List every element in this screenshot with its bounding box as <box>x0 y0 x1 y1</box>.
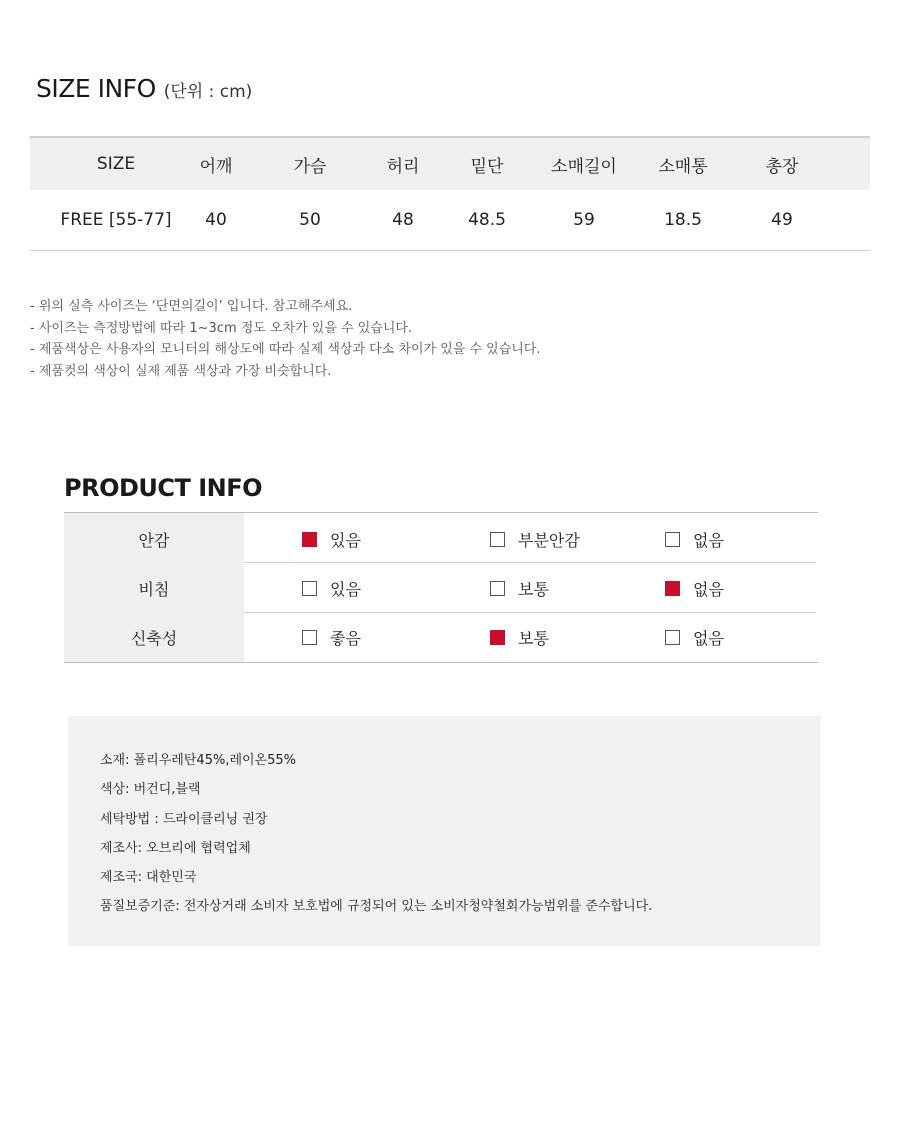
size-info-title <box>36 74 252 103</box>
option-lining-yes <box>302 528 361 551</box>
option-stretch-normal <box>490 626 549 649</box>
option-label: 없음 <box>693 580 724 599</box>
detail-manufacturer: 제조사: 오브리에 협력업체 <box>100 840 251 856</box>
size-header-sleeve-length: 소매길이 <box>551 156 617 177</box>
size-header-total-length: 총장 <box>765 156 799 177</box>
option-sheer-normal <box>490 577 549 600</box>
detail-color: 색상: 버건디,블랙 <box>100 782 201 798</box>
checkbox-icon <box>665 630 680 645</box>
size-cell-chest: 50 <box>299 210 321 230</box>
option-sheer-none <box>665 577 724 600</box>
size-table-bottom-border <box>30 250 870 251</box>
size-table <box>30 136 870 251</box>
option-label: 보통 <box>518 580 549 599</box>
size-header-waist: 허리 <box>386 156 420 177</box>
size-cell-size: FREE [55-77] <box>60 210 172 230</box>
size-header-chest: 가슴 <box>293 156 327 177</box>
row-divider <box>244 612 816 613</box>
size-cell-sleeve-width: 18.5 <box>664 210 702 230</box>
checkbox-icon <box>490 532 505 547</box>
product-info-table <box>64 512 818 663</box>
size-notes <box>30 296 541 382</box>
detail-washing: 세탁방법 : 드라이클리닝 권장 <box>100 811 268 827</box>
option-label: 있음 <box>330 531 361 550</box>
size-header-shoulder: 어깨 <box>199 156 233 177</box>
option-sheer-yes <box>302 577 361 600</box>
product-info-title: PRODUCT INFO <box>64 474 263 502</box>
detail-material: 소재: 폴리우레탄45%,레이온55% <box>100 753 297 768</box>
option-stretch-none <box>665 626 724 649</box>
option-label: 없음 <box>693 629 724 648</box>
size-table-header-row <box>30 138 870 190</box>
option-lining-none <box>665 528 724 551</box>
size-cell-hem: 48.5 <box>468 210 506 230</box>
checkbox-icon <box>490 581 505 596</box>
option-label: 없음 <box>693 531 724 550</box>
size-header-hem: 밑단 <box>470 156 504 177</box>
size-info-unit: (단위 : cm) <box>163 82 253 102</box>
checkbox-icon <box>490 630 505 645</box>
product-details-box <box>68 716 821 946</box>
size-header-sleeve-width: 소매통 <box>658 156 708 177</box>
size-cell-sleeve-length: 59 <box>573 210 595 230</box>
row-divider <box>244 562 816 563</box>
option-stretch-good <box>302 626 361 649</box>
product-table-bottom-border <box>64 662 818 663</box>
checkbox-icon <box>665 532 680 547</box>
label-lining: 안감 <box>138 531 170 550</box>
size-table-row <box>30 190 870 250</box>
option-label: 부분안감 <box>518 531 580 550</box>
size-info-heading: SIZE INFO <box>36 74 156 103</box>
size-note: - 사이즈는 측정방법에 따라 1~3cm 정도 오차가 있을 수 있습니다. <box>30 320 413 336</box>
option-lining-partial <box>490 528 580 551</box>
checkbox-icon <box>302 581 317 596</box>
checkbox-icon <box>302 532 317 547</box>
product-details-list <box>100 746 652 922</box>
option-label: 있음 <box>330 580 361 599</box>
size-header-size: SIZE <box>96 154 136 174</box>
detail-origin: 제조국: 대한민국 <box>100 870 197 886</box>
label-sheerness: 비침 <box>138 580 170 599</box>
size-cell-shoulder: 40 <box>205 210 227 230</box>
checkbox-icon <box>302 630 317 645</box>
detail-warranty: 품질보증기준: 전자상거래 소비자 보호법에 규정되어 있는 소비자청약철회가능범위를 준수합니다. <box>100 899 653 915</box>
size-cell-waist: 48 <box>392 210 414 230</box>
option-label: 보통 <box>518 629 549 648</box>
size-note: - 제품색상은 사용자의 모니터의 해상도에 따라 실제 색상과 다소 차이가 있을 수 있습니다. <box>30 342 541 357</box>
checkbox-icon <box>665 581 680 596</box>
size-cell-total-length: 49 <box>771 210 793 230</box>
option-label: 좋음 <box>330 629 361 648</box>
size-note: - 제품컷의 색상이 실제 제품 색상과 가장 비슷합니다. <box>30 363 332 379</box>
size-note: - 위의 실측 사이즈는 ‘단면의길이’ 입니다. 참고해주세요. <box>30 299 353 314</box>
label-stretch: 신축성 <box>130 629 178 648</box>
